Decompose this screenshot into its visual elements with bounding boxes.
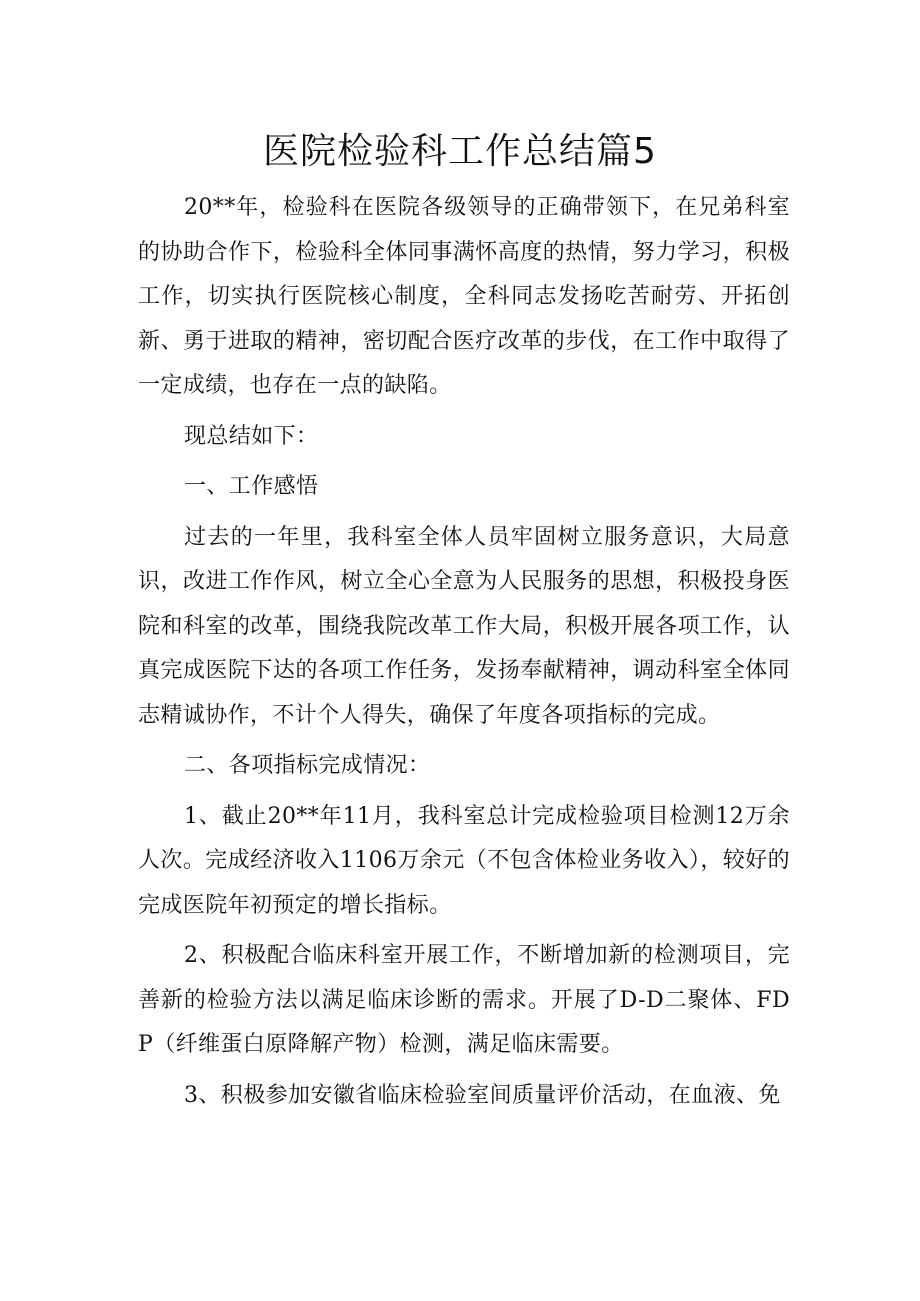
paragraph-indicator-1: 1、截止20**年11月，我科室总计完成检验项目检测12万余人次。完成经济收入1106万余元（不包含体检业务收入），较好的完成医院年初预定的增长指标。 — [138, 803, 790, 918]
paragraph-indicator-3: 3、积极参加安徽省临床检验室间质量评价活动，在血液、免 — [184, 1082, 781, 1108]
paragraph-intro: 20**年，检验科在医院各级领导的正确带领下，在兄弟科室的协助合作下，检验科全体同事满怀高度的热情，努力学习，积极工作，切实执行医院核心制度，全科同志发扬吃苦耐劳、开拓创新、勇于进取的精神，密切配合医疗改革的步伐，在工作中取得了一定成绩，也存在一点的缺陷。 — [138, 195, 790, 398]
paragraph-work-insights: 过去的一年里，我科室全体人员牢固树立服务意识，大局意识，改进工作作风，树立全心全意为人民服务的思想，积极投身医院和科室的改革，围绕我院改革工作大局，积极开展各项工作，认真完成医院下达的各项工作任务，发扬奉献精神，调动科室全体同志精诚协作，不计个人得失，确保了年度各项指标的完成。 — [138, 524, 790, 728]
paragraph-summary-lead: 现总结如下： — [184, 423, 319, 449]
document-body — [138, 186, 790, 1118]
section-heading-indicators: 二、各项指标完成情况： — [184, 753, 431, 778]
paragraph-indicator-2: 2、积极配合临床科室开展工作，不断增加新的检测项目，完善新的检验方法以满足临床诊断的需求。开展了D-D二聚体、FDP（纤维蛋白原降解产物）检测，满足临床需要。 — [138, 943, 790, 1057]
document-title: 医院检验科工作总结篇5 — [263, 131, 657, 172]
section-heading-work-insights: 一、工作感悟 — [184, 474, 319, 499]
